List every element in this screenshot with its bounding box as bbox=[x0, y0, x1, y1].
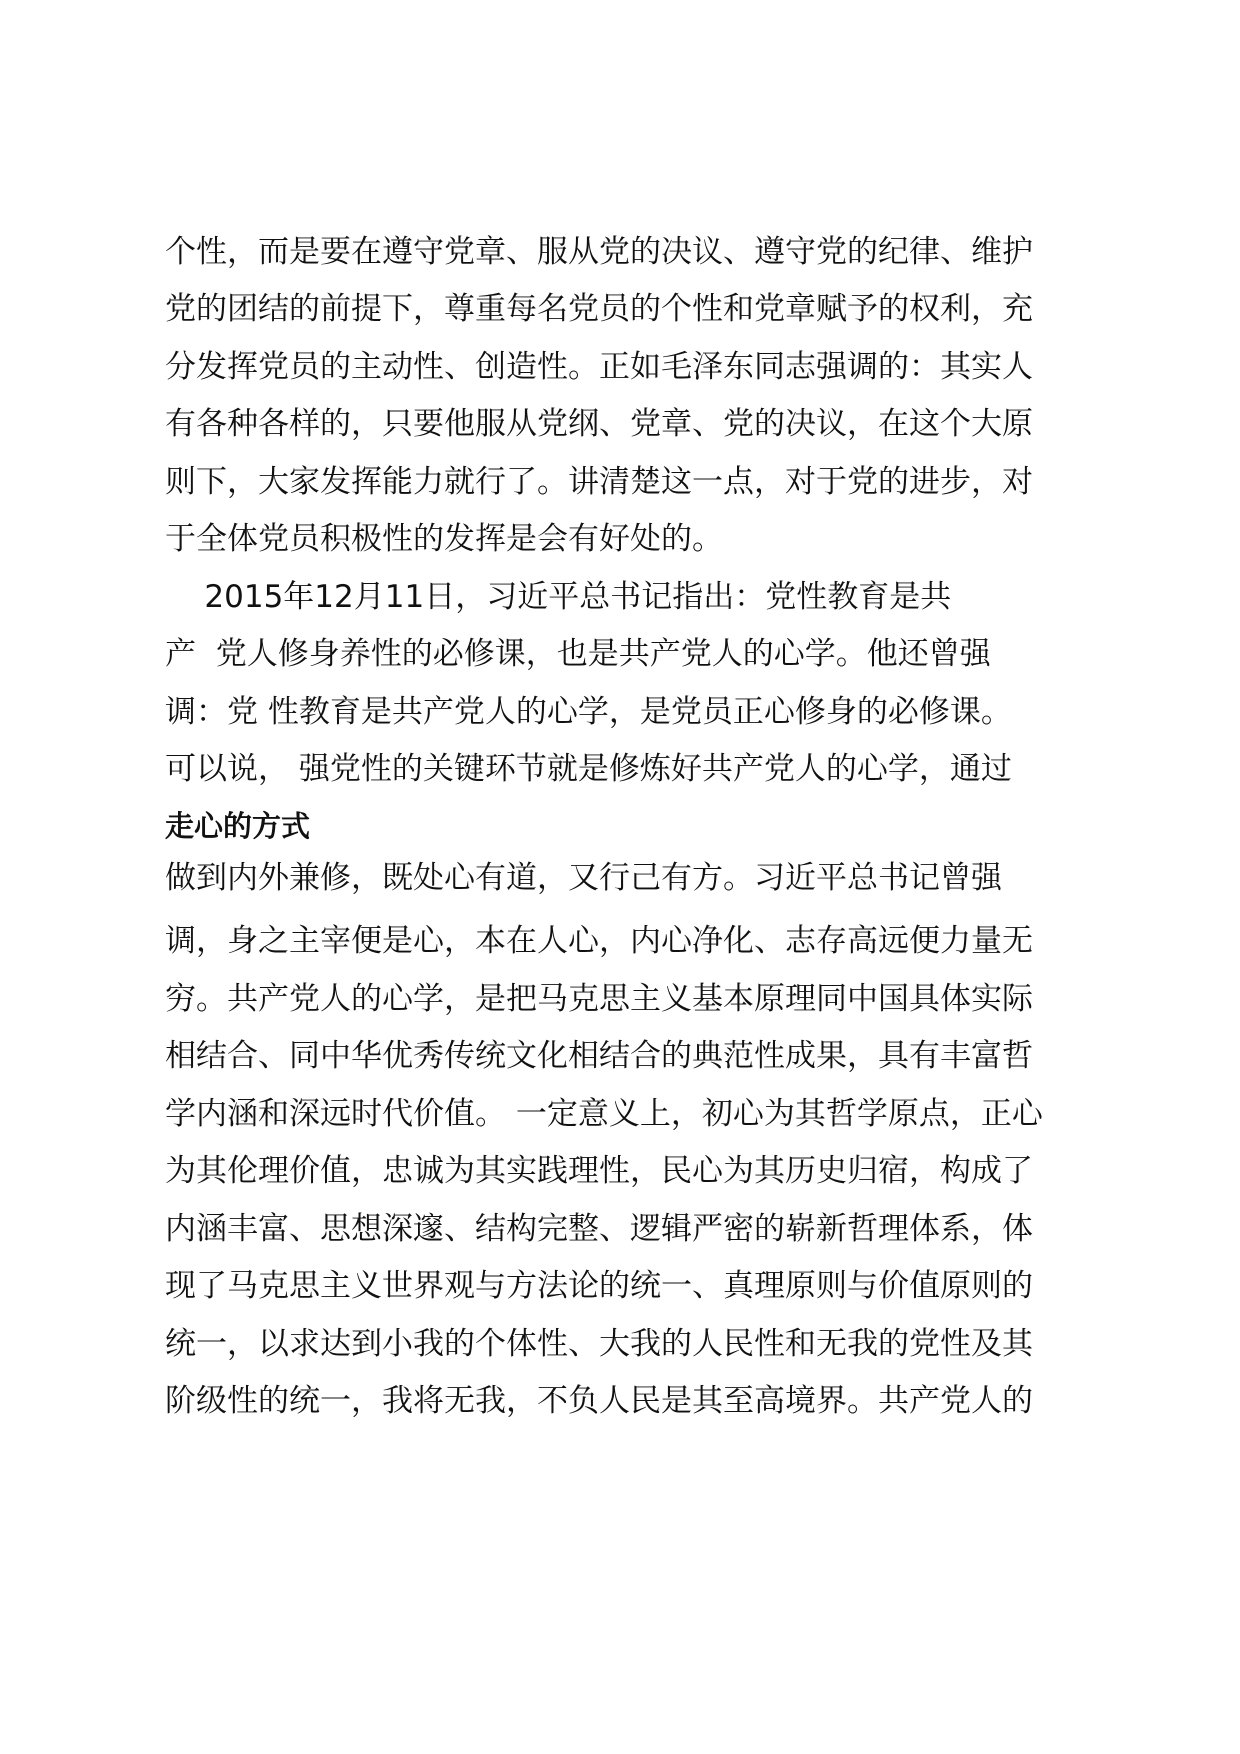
text-line: 阶级性的统一，我将无我，不负人民是其至高境界。共产党人的 bbox=[165, 1383, 1033, 1419]
text-line: 为其伦理价值，忠诚为其实践理性，民心为其历史归宿，构成了 bbox=[165, 1153, 1033, 1189]
text-line: 于全体党员积极性的发挥是会有好处的。 bbox=[165, 521, 723, 557]
text-line: 个性，而是要在遵守党章、服从党的决议、遵守党的纪律、维护 bbox=[165, 234, 1033, 270]
text-line: 统一，以求达到小我的个体性、大我的人民性和无我的党性及其 bbox=[165, 1326, 1033, 1362]
text-line: 现了马克思主义世界观与方法论的统一、真理原则与价值原则的 bbox=[165, 1268, 1033, 1304]
text-line: 学内涵和深远时代价值。 一定意义上，初心为其哲学原点，正心 bbox=[165, 1096, 1043, 1132]
text-line: 2015年12月11日，习近平总书记指出：党性教育是共 bbox=[165, 579, 952, 615]
text-line: 相结合、同中华优秀传统文化相结合的典范性成果，具有丰富哲 bbox=[165, 1038, 1033, 1074]
text-line: 可以说， 强党性的关键环节就是修炼好共产党人的心学，通过 bbox=[165, 751, 1012, 787]
text-line: 做到内外兼修，既处心有道，又行己有方。习近平总书记曾强 bbox=[165, 860, 1002, 896]
text-line: 则下，大家发挥能力就行了。讲清楚这一点，对于党的进步，对 bbox=[165, 464, 1033, 500]
text-line: 党的团结的前提下，尊重每名党员的个性和党章赋予的权利，充 bbox=[165, 291, 1033, 327]
text-line: 穷。共产党人的心学，是把马克思主义基本原理同中国具体实际 bbox=[165, 981, 1033, 1017]
text-line: 产 党人修身养性的必修课，也是共产党人的心学。他还曾强 bbox=[165, 636, 991, 672]
text-line: 分发挥党员的主动性、创造性。正如毛泽东同志强调的：其实人 bbox=[165, 349, 1033, 385]
text-line: 调，身之主宰便是心，本在人心，内心净化、志存高远便力量无 bbox=[165, 923, 1033, 959]
text-line: 调：党 性教育是共产党人的心学，是党员正心修身的必修课。 bbox=[165, 694, 1012, 730]
text-line: 有各种各样的，只要他服从党纲、党章、党的决议，在这个大原 bbox=[165, 406, 1033, 442]
text-line: 内涵丰富、思想深邃、结构完整、逻辑严密的崭新哲理体系，体 bbox=[165, 1211, 1033, 1247]
bold-text-line: 走心的方式 bbox=[165, 809, 311, 843]
